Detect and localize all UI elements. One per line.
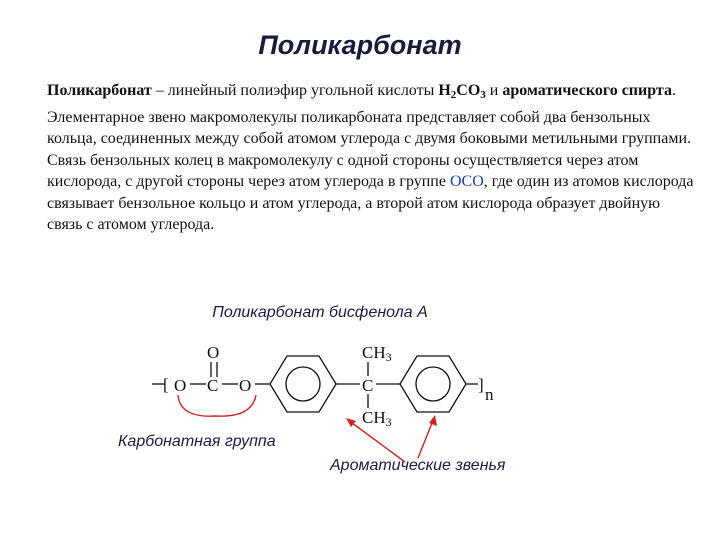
sentence2-a: Связь бензольных колец в макромолекулу с одной стороны осуществляется через атом кислорода, с другой стороны через атом углерода в группе [47, 151, 639, 190]
atom-c-center: C [362, 376, 374, 395]
atom-ch3-top: CH3 [362, 343, 392, 364]
aromatic-alcohol: ароматического спирта [502, 82, 672, 99]
aromatic-units-label: Ароматические звенья [330, 457, 506, 474]
sentence1-rest: . Элементарное звено макромолекулы поликарбоната представляет собой два бензольных кольца, соединенных между собой атомом углерода с двумя боковыми метильными группами. [47, 82, 692, 147]
bracket-close: ] [478, 375, 484, 394]
benzene-ring-2-circle [416, 367, 450, 401]
atom-o-left: O [174, 376, 187, 395]
acid-sub-3: 3 [480, 89, 486, 101]
benzene-ring-1 [270, 356, 336, 412]
term-polycarbonate: Поликарбонат [47, 82, 152, 99]
atom-o-top: O [207, 343, 220, 362]
oco-group: OCO [449, 173, 484, 190]
subscript-n: n [485, 385, 494, 404]
carbonate-bracket [178, 395, 256, 416]
atom-c-carbonyl: C [207, 376, 219, 395]
carbonate-group-label: Карбонатная группа [118, 433, 276, 450]
diagram-subtitle: Поликарбонат бисфенола А [212, 304, 428, 321]
atom-o-right: O [239, 376, 252, 395]
sentence2-b: , где один из атомов кислорода связывает бензольное кольцо и атом углерода, а второй атом кислорода образует двойную связь с атомом углерода. [47, 173, 694, 233]
acid-co: CO [456, 82, 481, 99]
intro-text: – линейный полиэфир угольной кислоты [151, 82, 439, 99]
atom-ch3-bottom: CH3 [362, 408, 392, 429]
acid-sub-2: 2 [450, 89, 457, 101]
page-title: Поликарбонат [258, 30, 462, 60]
arrow-to-ring2 [418, 418, 434, 458]
arrowhead-ring2 [429, 415, 437, 426]
benzene-ring-2 [400, 356, 466, 412]
benzene-ring-1-circle [286, 367, 320, 401]
acid-h: H [438, 82, 451, 99]
conj-text: и [485, 82, 503, 99]
bracket-open: [ [163, 375, 169, 394]
